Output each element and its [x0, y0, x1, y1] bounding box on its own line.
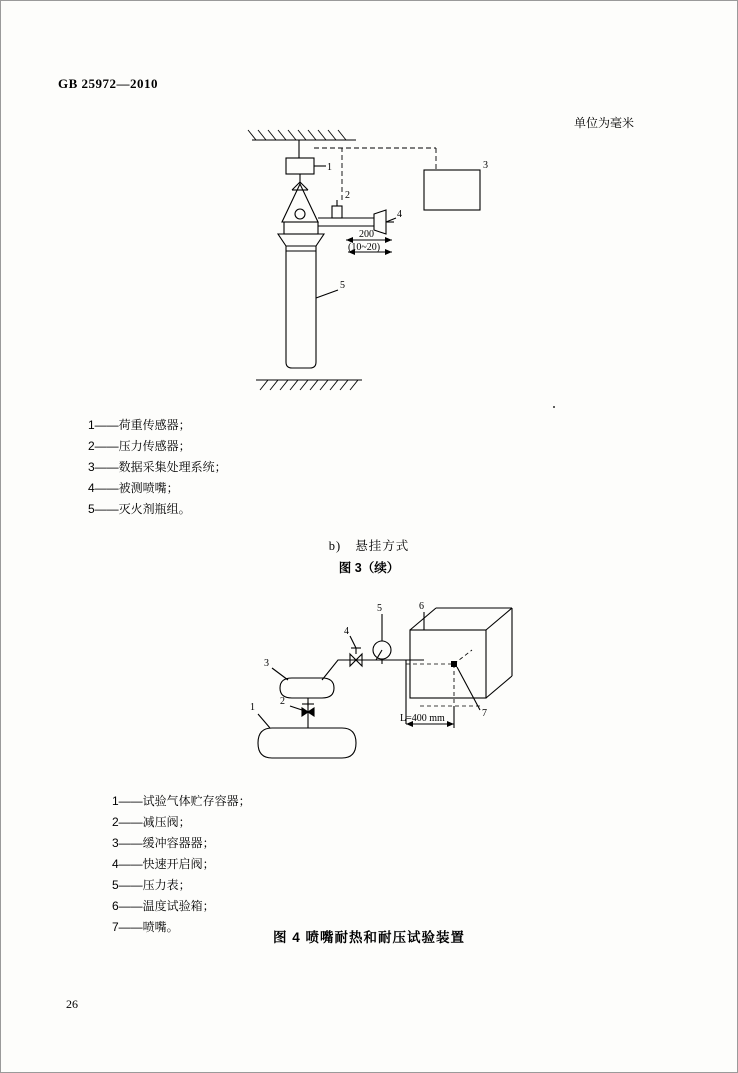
figure-3-subcaption-text: 悬挂方式 [355, 539, 410, 553]
figure3-label-4: 4 [397, 209, 402, 220]
figure4-dim-L: L=400 mm [400, 713, 445, 724]
legend-item: 3——缓冲容器器； [112, 836, 215, 850]
legend-item: 2——减压阀； [112, 815, 191, 829]
figure4-label-5: 5 [377, 603, 382, 614]
legend-item: 3——数据采集处理系统； [88, 460, 227, 474]
figure-3-subcaption [0, 536, 738, 554]
figure4-label-4: 4 [344, 626, 349, 637]
figure3-label-5: 5 [340, 280, 345, 291]
figure-3-subcaption-label: b) [328, 539, 342, 553]
legend-item: 4——被测喷嘴； [88, 481, 179, 495]
legend-item: 5——灭火剂瓶组。 [88, 502, 191, 516]
figure3-label-2: 2 [345, 190, 350, 201]
legend-item: 5——压力表； [112, 878, 191, 892]
legend-item: 1——荷重传感器； [88, 418, 191, 432]
figure4-label-6: 6 [419, 601, 424, 612]
figure3-dim-200: 200 [359, 229, 374, 240]
figure3-label-3: 3 [483, 160, 488, 171]
figure-3-legend [88, 415, 227, 520]
figure-4-diagram [210, 588, 540, 798]
figure4-label-1: 1 [250, 702, 255, 713]
figure4-label-2: 2 [280, 696, 285, 707]
figure4-label-7: 7 [482, 708, 487, 719]
legend-item: 2——压力传感器； [88, 439, 191, 453]
figure-4-caption: 图 4 喷嘴耐热和耐压试验装置 [272, 930, 465, 945]
figure-3-caption: 图 3（续） [338, 561, 400, 575]
figure-3-diagram [196, 118, 556, 408]
figure4-label-3: 3 [264, 658, 269, 669]
figure3-dim-range: (10~20) [348, 242, 381, 253]
standard-code: GB 25972—2010 [58, 76, 159, 91]
page-number: 26 [66, 997, 78, 1011]
legend-item: 6——温度试验箱； [112, 899, 215, 913]
page-speck [553, 406, 555, 408]
unit-note: 单位为毫米 [573, 116, 634, 130]
legend-item: 1——试验气体贮存容器； [112, 794, 251, 808]
figure-4-legend [112, 791, 251, 938]
figure3-label-1: 1 [327, 162, 332, 173]
legend-item: 4——快速开启阀； [112, 857, 215, 871]
legend-item: 7——喷嘴。 [112, 920, 179, 934]
